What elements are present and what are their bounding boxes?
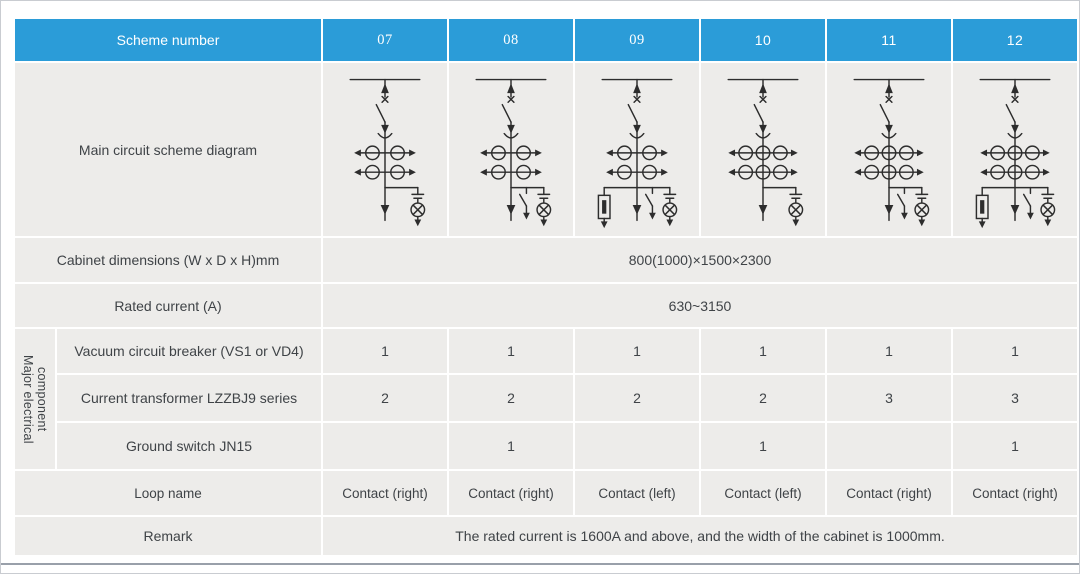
scheme-07-header: 07 [323,19,447,61]
vcb-value: 1 [827,329,951,373]
loop-name-value: Contact (right) [953,471,1077,515]
circuit-diagram-svg [455,68,567,232]
circuit-diagram [581,63,693,236]
vcb-value: 1 [323,329,447,373]
scheme-09-header: 09 [575,19,699,61]
ground-switch-value: 1 [449,423,573,469]
remark-label: Remark [15,517,321,555]
vcb-value: 1 [449,329,573,373]
ct-label: Current transformer LZZBJ9 series [57,375,321,421]
circuit-diagram [959,63,1071,236]
scheme-number-header: Scheme number [15,19,321,61]
current-transformer-row [15,375,1077,421]
loop-name-value: Contact (right) [827,471,951,515]
circuit-diagram-scheme-09 [575,63,699,236]
loop-name-value: Contact (right) [449,471,573,515]
page-bottom-rule [1,563,1080,565]
ground-switch-row [15,423,1077,469]
loop-name-row [15,471,1077,515]
scheme-12-header: 12 [953,19,1077,61]
ct-value: 2 [701,375,825,421]
circuit-diagram-scheme-07 [323,63,447,236]
circuit-diagram [455,63,567,236]
circuit-diagram-scheme-10 [701,63,825,236]
loop-name-value: Contact (right) [323,471,447,515]
vacuum-circuit-breaker-row [15,329,1077,373]
ground-switch-value: 1 [701,423,825,469]
circuit-diagram-svg [329,68,441,232]
ground-switch-value [575,423,699,469]
ct-value: 3 [827,375,951,421]
circuit-diagram-scheme-11 [827,63,951,236]
rated-current-value: 630~3150 [323,284,1077,327]
ct-value: 2 [449,375,573,421]
ct-value: 3 [953,375,1077,421]
loop-name-value: Contact (left) [575,471,699,515]
scheme-10-header: 10 [701,19,825,61]
component-group-cell [15,329,55,469]
circuit-diagram-scheme-08 [449,63,573,236]
diagram-row-label: Main circuit scheme diagram [15,63,321,236]
component-group-label: Major electrical component [21,354,49,444]
scheme-08-header: 08 [449,19,573,61]
ground-switch-value: 1 [953,423,1077,469]
circuit-diagram [707,63,819,236]
ct-value: 2 [575,375,699,421]
cabinet-dimensions-label: Cabinet dimensions (W x D x H)mm [15,238,321,282]
rated-current-label: Rated current (A) [15,284,321,327]
scheme-spec-table [13,17,1079,557]
ground-switch-label: Ground switch JN15 [57,423,321,469]
remark-row [15,517,1077,555]
ct-value: 2 [323,375,447,421]
circuit-diagram [329,63,441,236]
loop-name-label: Loop name [15,471,321,515]
ground-switch-value [323,423,447,469]
remark-value: The rated current is 1600A and above, and the width of the cabinet is 1000mm. [323,517,1077,555]
diagram-row [15,63,1077,236]
circuit-diagram-scheme-12 [953,63,1077,236]
header-row [15,19,1077,61]
vcb-value: 1 [575,329,699,373]
cabinet-dimensions-row [15,238,1077,282]
scheme-11-header: 11 [827,19,951,61]
circuit-diagram-svg [959,68,1071,232]
ground-switch-value [827,423,951,469]
circuit-diagram-svg [581,68,693,232]
loop-name-value: Contact (left) [701,471,825,515]
vcb-label: Vacuum circuit breaker (VS1 or VD4) [57,329,321,373]
circuit-diagram-svg [833,68,945,232]
vcb-value: 1 [701,329,825,373]
circuit-diagram-svg [707,68,819,232]
vcb-value: 1 [953,329,1077,373]
cabinet-dimensions-value: 800(1000)×1500×2300 [323,238,1077,282]
rated-current-row [15,284,1077,327]
circuit-diagram [833,63,945,236]
